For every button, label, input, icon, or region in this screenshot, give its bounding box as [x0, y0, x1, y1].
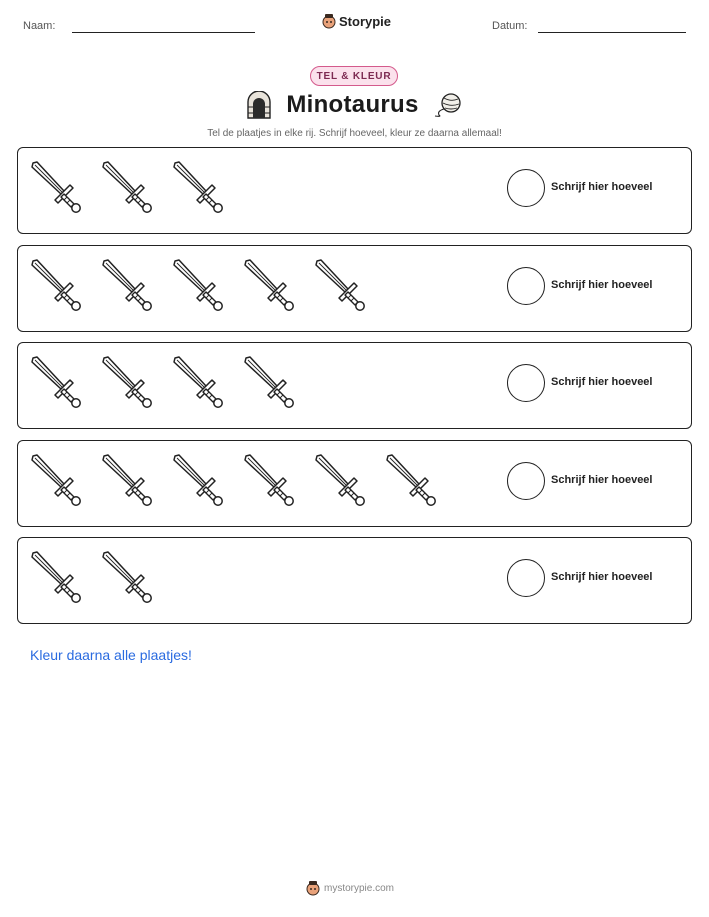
- sword-icon: [243, 355, 297, 413]
- sword-icon: [101, 550, 155, 608]
- answer-circle[interactable]: [507, 169, 545, 207]
- answer-label: Schrijf hier hoeveel: [551, 181, 653, 193]
- answer-label: Schrijf hier hoeveel: [551, 474, 653, 486]
- sword-icon: [243, 258, 297, 316]
- sword-icon: [30, 258, 84, 316]
- sword-icon: [101, 258, 155, 316]
- answer-circle[interactable]: [507, 462, 545, 500]
- site-footer: [306, 880, 394, 896]
- answer-label: Schrijf hier hoeveel: [551, 571, 653, 583]
- sword-icon: [30, 355, 84, 413]
- sword-icon: [30, 550, 84, 608]
- labyrinth-door-icon: [246, 91, 272, 119]
- counting-row: [17, 147, 692, 234]
- name-line[interactable]: [72, 32, 255, 33]
- sword-icon: [30, 160, 84, 218]
- counting-row: [17, 537, 692, 624]
- sword-icon: [385, 453, 439, 511]
- sword-icon: [172, 453, 226, 511]
- title-row: [0, 91, 709, 119]
- brand-logo: [322, 13, 391, 29]
- yarn-ball-icon: [433, 92, 463, 118]
- answer-label: Schrijf hier hoeveel: [551, 279, 653, 291]
- answer-circle[interactable]: [507, 364, 545, 402]
- site-url[interactable]: mystorypie.com: [324, 882, 395, 894]
- coloring-instruction: Kleur daarna alle plaatjes!: [30, 647, 192, 663]
- answer-circle[interactable]: [507, 267, 545, 305]
- category-badge: TEL & KLEUR: [310, 66, 398, 86]
- answer-label: Schrijf hier hoeveel: [551, 376, 653, 388]
- sword-icon: [101, 355, 155, 413]
- sword-icon: [172, 355, 226, 413]
- sword-icon: [243, 453, 297, 511]
- brand-name: Storypie: [339, 13, 392, 29]
- answer-circle[interactable]: [507, 559, 545, 597]
- sword-icon: [172, 160, 226, 218]
- sword-icon: [101, 453, 155, 511]
- name-label: Naam:: [23, 20, 56, 32]
- storypie-mascot-icon: [306, 880, 320, 896]
- sword-icon: [172, 258, 226, 316]
- sword-icon: [101, 160, 155, 218]
- counting-row: [17, 342, 692, 429]
- storypie-mascot-icon: [322, 13, 336, 29]
- page-title: Minotaurus: [286, 91, 419, 118]
- sword-icon: [314, 258, 368, 316]
- counting-row: [17, 245, 692, 332]
- date-label: Datum:: [492, 20, 528, 32]
- sword-icon: [30, 453, 84, 511]
- date-line[interactable]: [538, 32, 686, 33]
- sword-icon: [314, 453, 368, 511]
- counting-row: [17, 440, 692, 527]
- instruction-text: Tel de plaatjes in elke rij. Schrijf hoeveel, kleur ze daarna allemaal!: [207, 128, 502, 139]
